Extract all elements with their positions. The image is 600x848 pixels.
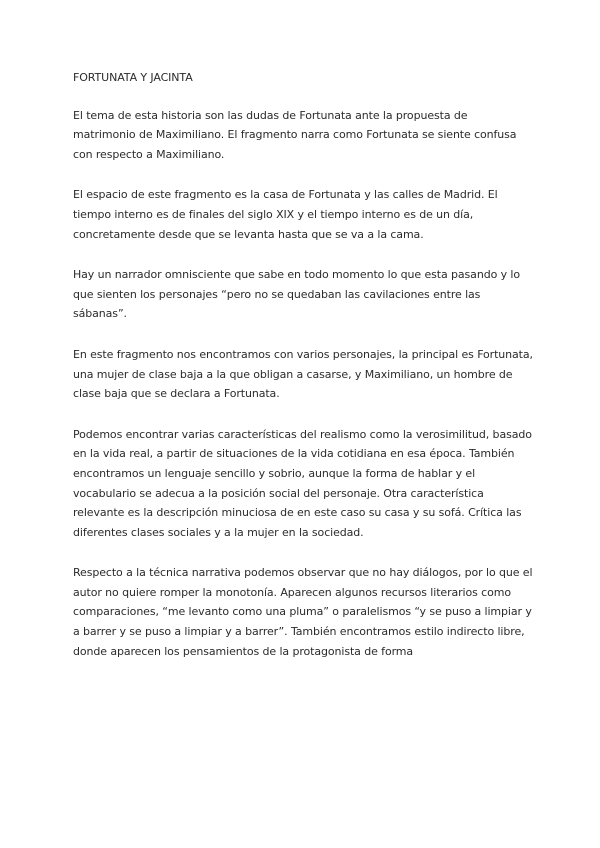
document-title: FORTUNATA Y JACINTA	[73, 71, 193, 84]
document-page	[73, 68, 533, 682]
paragraph-characters: En este fragmento nos encontramos con varios personajes, la principal es Fortunata, una mujer de clase baja a la que obligan a casarse, y Maximiliano, un hombre de clase baja que se declara a Fortunata.	[73, 347, 533, 401]
paragraph-realism: Podemos encontrar varias características del realismo como la verosimilitud, basado en la vida real, a partir de situaciones de la vida cotidiana en esa época. También encontramos un lenguaje sencillo y sobrio, aunque la forma de hablar y el vocabulario se adecua a la posición social del personaje. Otra característica relevante es la descripción minuciosa de en este caso su casa y su sofá. Crítica las diferentes clases sociales y a la mujer en la sociedad.	[73, 427, 532, 539]
paragraph-theme: El tema de esta historia son las dudas de Fortunata ante la propuesta de matrimonio de Maximiliano. El fragmento narra como Fortunata se siente confusa con respecto a Maximiliano.	[73, 108, 517, 161]
paragraph-narrator: Hay un narrador omnisciente que sabe en todo momento lo que esta pasando y lo que sienten los personajes “pero no se quedaban las cavilaciones entre las sábanas”.	[73, 268, 521, 321]
paragraph-technique: Respecto a la técnica narrativa podemos observar que no hay diálogos, por lo que el autor no quiere romper la monotonía. Aparecen algunos recursos literarios como comparaciones, “me levanto como una pluma” o paralelismos “y se puso a limpiar y a barrer y se puso a limpiar y a barrer”. También encontramos estilo indirecto libre, donde aparecen los pensamientos de la protagonista de forma	[73, 566, 533, 658]
paragraph-setting: El espacio de este fragmento es la casa de Fortunata y las calles de Madrid. El tiempo interno es de finales del siglo XIX y el tiempo interno es de un día, concretamente desde que se levanta hasta que se va a la cama.	[73, 188, 498, 241]
